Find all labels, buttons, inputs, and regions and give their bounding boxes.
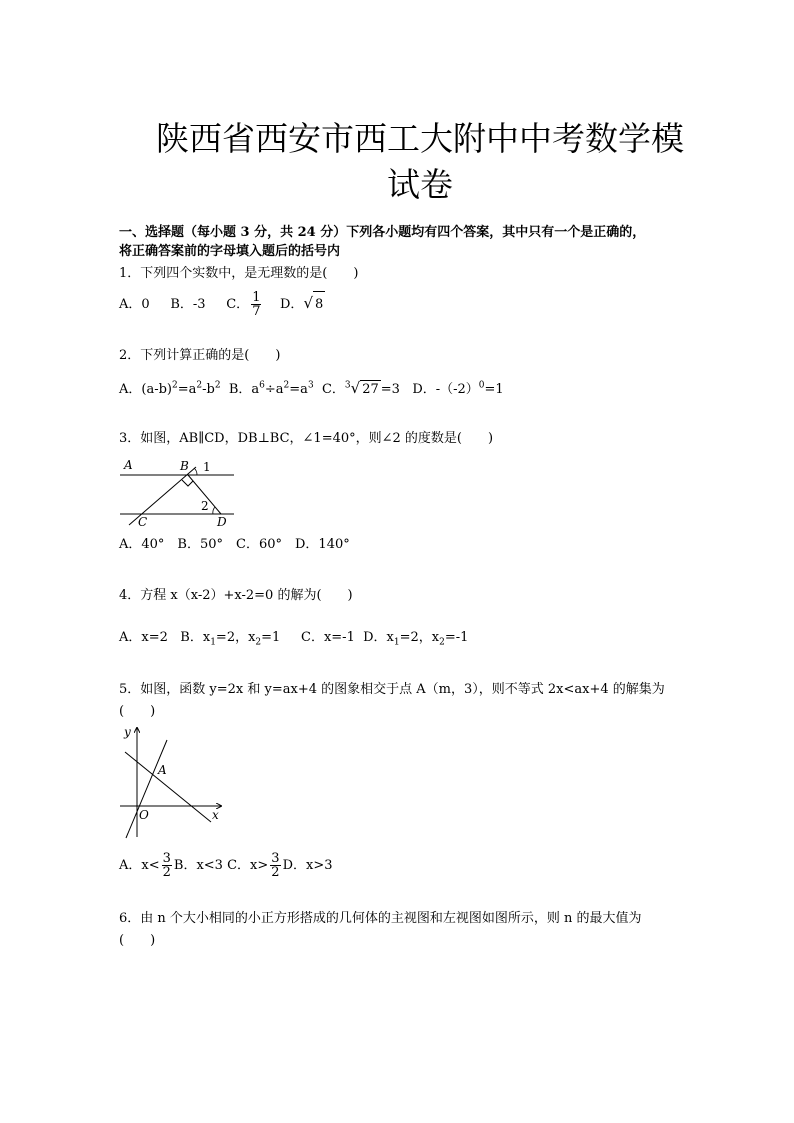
label-y: y: [124, 725, 131, 739]
q5-figure: [117, 722, 227, 840]
q2-option-a: A．$(a-b)^2=a^2-b^2$: [119, 381, 221, 398]
q1-option-c: C．: [226, 297, 250, 312]
q4-option-d: D．$x_1=2$，$x_2=-1$: [363, 630, 469, 648]
q3-options: A．40° B．50° C．60° D．140°: [119, 537, 350, 552]
q6-stem: 6．由 n 个大小相同的小正方形搭成的几何体的主视图和左视图如图所示，则 n 的最大值为: [119, 911, 642, 926]
label-c: C: [138, 515, 148, 529]
q2-options: [119, 377, 504, 399]
label-b: B: [180, 459, 189, 473]
q5-option-b: B．x<3: [173, 858, 223, 873]
q4-option-b: B．$x_1=2$，$x_2=1$: [180, 630, 281, 648]
angle-1-arc-icon: [194, 468, 197, 475]
cube-root-sign-icon: √: [350, 379, 361, 398]
document-title-line-1: 陕西省西安市西工大附中中考数学模: [156, 119, 684, 158]
q5-paren: ( ): [119, 704, 156, 719]
q1-stem: 1．下列四个实数中，是无理数的是( ): [119, 266, 359, 281]
q2-option-c: C．$^3$√ 27 =3: [321, 379, 400, 398]
line-y-2x: [126, 740, 167, 838]
section-heading-line-2: 将正确答案前的字母填入题后的括号内: [119, 244, 341, 259]
q2-stem: 2．下列计算正确的是( ): [119, 348, 281, 363]
q3-figure: [117, 455, 242, 530]
q1-option-d: D．: [280, 297, 304, 312]
label-x: x: [212, 808, 219, 822]
label-1: 1: [203, 460, 211, 474]
q1-option-b: B．-3: [170, 297, 206, 312]
q5-option-c: C．x> $\frac{3}{2}$: [227, 851, 280, 880]
q1-option-a: A．0: [119, 297, 150, 312]
document-title-line-2: 试卷: [387, 165, 453, 204]
label-origin: O: [139, 808, 149, 822]
q1-radicand: 8: [313, 291, 325, 318]
label-d: D: [217, 515, 227, 529]
q5-option-d: D．x>3: [282, 858, 333, 873]
q1-fraction: [251, 291, 261, 318]
q1-options: [119, 290, 325, 318]
q1-fraction-denominator: 7: [252, 304, 261, 319]
q4-option-a: A．x=2: [119, 630, 168, 645]
label-a: A: [124, 458, 133, 472]
q4-option-c: C．x=-1: [301, 630, 355, 645]
q2-option-d: D．$-(-2)^0=1$: [412, 381, 504, 398]
q5-option-a: A．x< $\frac{3}{2}$: [119, 851, 171, 880]
right-angle-mark-icon: [182, 480, 193, 486]
label-2: 2: [201, 499, 209, 513]
q4-options: [119, 629, 468, 652]
section-heading-line-1: 一、选择题（每小题 3 分，共 24 分）下列各小题均有四个答案，其中只有一个是正确的，: [119, 225, 646, 240]
q3-stem: 3．如图，AB∥CD，DB⊥BC，∠1=40°，则∠2 的度数是( ): [119, 431, 494, 446]
line-y-ax-4: [125, 752, 211, 822]
q1-fraction-numerator: 1: [252, 290, 261, 305]
angle-2-arc-icon: [213, 507, 215, 514]
q5-stem: 5．如图，函数 y=2x 和 y=ax+4 的图象相交于点 A（m，3），则不等式 2x<ax+4 的解集为: [119, 682, 665, 697]
q2-option-b: B．$a^6\div a^2=a^3$: [228, 381, 314, 398]
label-a-point: A: [158, 763, 167, 777]
q6-paren: ( ): [119, 933, 156, 948]
sqrt-sign-icon: √: [303, 294, 313, 312]
q4-stem: 4．方程 x（x-2）+x-2=0 的解为( ): [119, 588, 353, 603]
q5-options: [119, 851, 332, 881]
